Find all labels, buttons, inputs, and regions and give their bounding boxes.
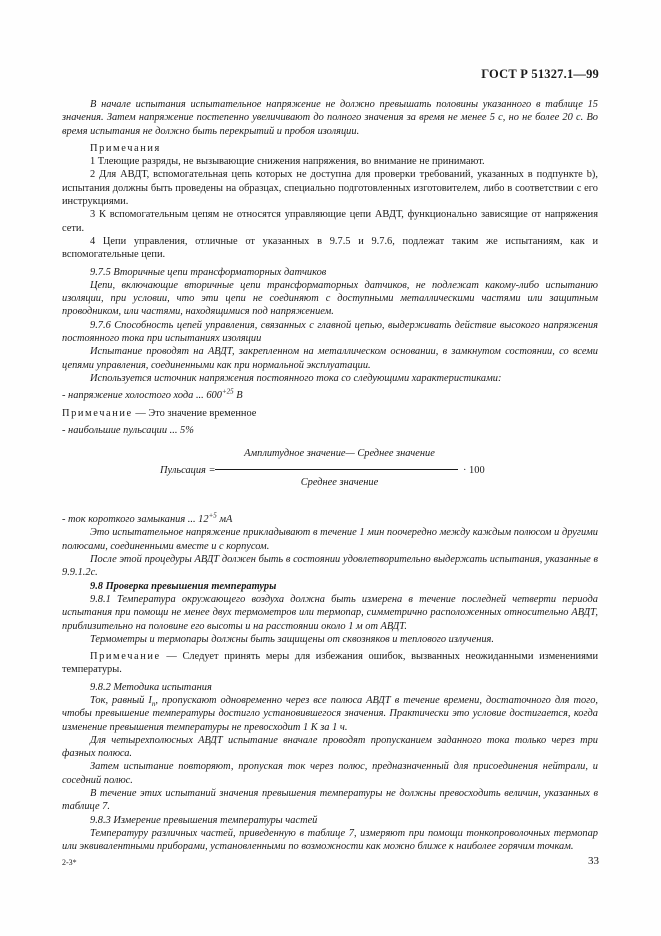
notes-title: Примечания (90, 142, 161, 154)
formula-denominator: Среднее значение (300, 477, 379, 489)
section-9-8-2-title: 9.8.2 Методика испытания (90, 681, 212, 693)
section-9-7-5-text: Цепи, включающие вторичные цепи трансформаторных датчиков, не подлежат какому-либо испытанию изоляции, при условии, что эти цепи не соединяют с доступными металлическими частями или защитным проводником, или частями, находящимися под напряжением. (62, 279, 598, 318)
section-9-7-6-text-2: Используется источник напряжения постоянного тока со следующими характеристиками: (90, 372, 502, 384)
formula-left: Пульсация = (160, 465, 216, 477)
section-9-8-3-title: 9.8.3 Измерение превышения температуры частей (90, 814, 318, 826)
note-4: 4 Цепи управления, отличные от указанных в 9.7.5 и 9.7.6, подлежат таким же испытаниям, как и вспомогательные цепи. (62, 235, 598, 261)
note-temporary-label: Примечание (62, 407, 133, 419)
current-subscript: n (151, 700, 156, 709)
note-temperature-label: Примечание (90, 651, 161, 663)
item-short-circuit-current (62, 513, 598, 526)
section-9-8-title: 9.8 Проверка превышения температуры (90, 580, 277, 592)
note-1: 1 Тлеющие разряды, не вызывающие снижения напряжения, во внимание не принимают. (90, 156, 485, 168)
footer-signature-mark: 2-3* (62, 858, 77, 867)
formula-numerator: Амплитудное значение— Среднее значение (244, 448, 435, 460)
note-temporary-text: — Это значение временное (132, 407, 257, 419)
section-9-7-6-text-1: Испытание проводят на АВДТ, закрепленном на металлическом основании, в замкнутом состоянии, со всеми цепями управления, соединенными как при нормальной эксплуатации. (62, 346, 598, 371)
item-voltage-unit: В (233, 390, 243, 402)
paragraph-test-voltage: В начале испытания испытательное напряжение не должно превышать половины указанного в таблице 15 значения. Затем напряжение постепенно увеличивают до полного значения за время не менее 5 с, но не более 20 с. Во время испытания не должно быть перекрытий и пробоя изоляции. (62, 99, 598, 137)
section-9-7-6-text-4: После этой процедуры АВДТ должен быть в состоянии удовлетворительно выдержать испытания, указанные в 9.9.1.2с. (62, 554, 598, 579)
section-9-8-2-text-1 (62, 694, 598, 734)
formula-fraction-line (215, 469, 458, 470)
section-9-8-2-text-4: В течение этих испытаний значения превышения температуры не должны превосходить величин, указанных в таблице 7. (62, 788, 598, 813)
note-temporary (62, 407, 598, 420)
item-voltage-tolerance: +25 (221, 387, 234, 396)
current-text-b: , пропускают одновременно через все полюса АВДТ в течение времени, достаточного для того, чтобы превышение температуры достигло установившегося значения. Практически это условие достигается, когда изменение превышения температуры не превосходит 1 К за 1 ч. (62, 694, 598, 733)
section-9-7-6-text-3: Это испытательное напряжение прикладывают в течение 1 мин поочередно между каждым полюсом и другими полюсами, соединенными вместе и с корпусом. (62, 527, 598, 552)
section-9-8-1-text: 9.8.1 Температура окружающего воздуха должна быть измерена в течение последней четверти периода испытания при помощи не менее двух термометров или термопар, симметрично расположенных относительно АВДТ, приблизительно на половине его высоты и на расстоянии около 1 м от АВДТ. (62, 593, 598, 632)
note-temperature-text: — Следует принять меры для избежания ошибок, вызванных неожиданными изменениями температуры. (62, 651, 598, 676)
page-number: 33 (588, 855, 599, 867)
section-9-8-3-text: Температуру различных частей, приведенную в таблице 7, измеряют при помощи тонкопроволочных термопар или эквивалентными приборами, установленными по возможности как можно ближе к наиболее горячим точкам. (62, 827, 598, 853)
section-9-8-1-text-2: Термометры и термопары должны быть защищены от сквозняков и теплового излучения. (90, 633, 494, 645)
ripple-formula (62, 447, 598, 503)
current-text-a: Ток, равный I (90, 694, 152, 706)
formula-right: · 100 (463, 465, 485, 477)
page-content (62, 98, 598, 854)
item-open-circuit-voltage (62, 389, 598, 402)
item-current-tolerance: +5 (208, 511, 217, 520)
note-2: 2 Для АВДТ, вспомогательная цепь которых не доступна для проверки требований, указанных в подпункте b), испытания должны быть проведены на образцах, специально подготовленных изготовителем, либо в соответствии с его инструкциями. (62, 169, 598, 208)
note-temperature (62, 650, 598, 677)
item-current-unit: мА (216, 514, 233, 526)
item-max-ripple: - наибольшие пульсации ... 5% (62, 424, 194, 436)
section-9-7-6-title: 9.7.6 Способность цепей управления, связанных с главной цепью, выдерживать действие высокого напряжения постоянного тока при испытаниях изоляции (62, 319, 598, 345)
section-9-8-2-text-3: Затем испытание повторяют, пропуская ток через полюс, предназначенный для присоединения нейтрали, и соседний полюс. (62, 761, 598, 786)
section-9-8-2-text-2: Для четырехполюсных АВДТ испытание вначале проводят пропусканием заданного тока только через три фазных полюса. (62, 734, 598, 760)
standard-code: ГОСТ Р 51327.1—99 (481, 67, 599, 81)
item-current-text: - ток короткого замыкания ... 12 (62, 514, 209, 526)
section-9-7-5-title: 9.7.5 Вторичные цепи трансформаторных датчиков (90, 266, 327, 278)
note-3: 3 К вспомогательным цепям не относятся управляющие цепи АВДТ, функционально зависящие от напряжения сети. (62, 209, 598, 234)
item-voltage-text: - напряжение холостого хода ... 600 (62, 390, 222, 402)
